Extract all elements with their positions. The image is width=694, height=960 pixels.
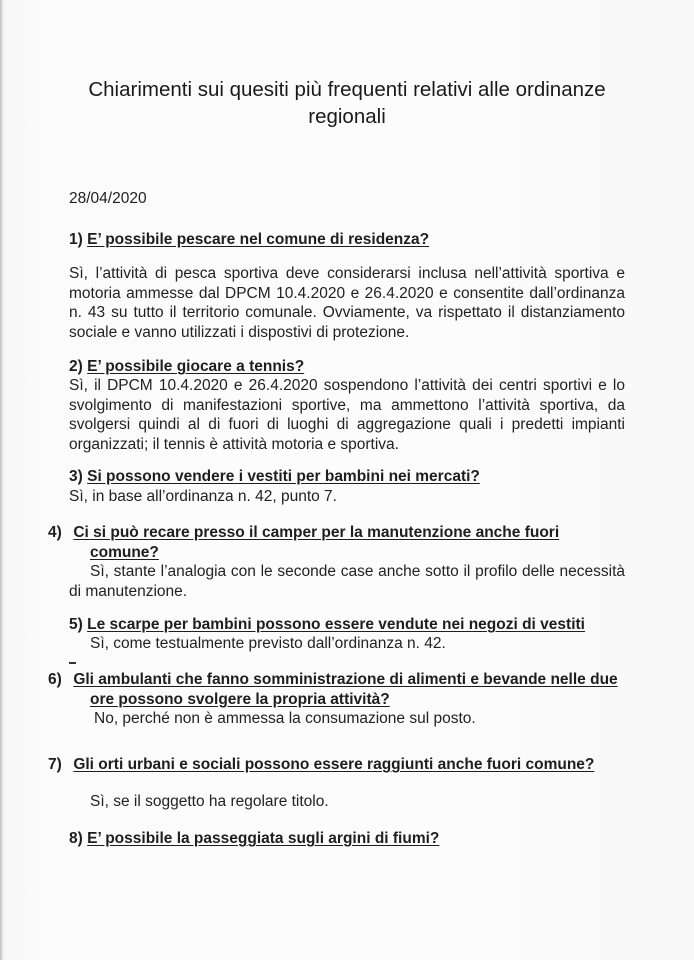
question-text: Gli ambulanti che fanno somministrazione di alimenti e bevande nelle due ore possono svolgere la propria attività? bbox=[73, 671, 618, 708]
faq-answer-3: Sì, in base all’ordinanza n. 42, punto 7. bbox=[69, 488, 337, 505]
document-title: Chiarimenti sui quesiti più frequenti relativi alle ordinanze regionali bbox=[88, 78, 606, 128]
faq-question-4: 4) Ci si può recare presso il camper per la manutenzione anche fuori comune? bbox=[48, 524, 560, 561]
faq-answer-2: Sì, il DPCM 10.4.2020 e 26.4.2020 sospendono l’attività dei centri sportivi e lo svolgimento di manifestazioni sportive, ma ammettono l’attività sportiva, da svolgersi quindi al di fuori di luoghi di aggregazione quali i predetti impianti organizzati; il tennis è attività motoria e sportiva. bbox=[69, 377, 625, 453]
question-number: 1) bbox=[69, 231, 83, 248]
faq-answer-1: Sì, l’attività di pesca sportiva deve considerarsi inclusa nell’attività sportiva e motoria ammesse dal DPCM 10.4.2020 e 26.4.2020 e consentite dall’ordinanza n. 43 su tutto il territorio comunale. Ovviamente, va rispettato il distanziamento sociale e vanno utilizzati i dispostivi di protezione. bbox=[69, 265, 625, 341]
question-number: 5) bbox=[69, 616, 83, 633]
faq-question-3 bbox=[69, 467, 625, 487]
faq-question-2 bbox=[69, 357, 625, 377]
faq-answer-7: Sì, se il soggetto ha regolare titolo. bbox=[90, 793, 329, 810]
question-text: Ci si può recare presso il camper per la manutenzione anche fuori comune? bbox=[73, 524, 560, 561]
document-date: 28/04/2020 bbox=[69, 190, 147, 207]
faq-answer-5: Sì, come testualmente previsto dall’ordinanza n. 42. bbox=[90, 635, 446, 652]
question-text: Si possono vendere i vestiti per bambini nei mercati? bbox=[87, 468, 480, 485]
page-edge-shadow bbox=[0, 0, 3, 960]
faq-question-1 bbox=[69, 230, 625, 250]
question-text: E’ possibile pescare nel comune di residenza? bbox=[87, 231, 430, 248]
stray-dash-mark bbox=[69, 662, 76, 664]
faq-question-5 bbox=[69, 615, 625, 635]
faq-question-6: 6) Gli ambulanti che fanno somministrazione di alimenti e bevande nelle due ore possono svolgere la propria attività? bbox=[48, 671, 618, 708]
faq-question-8 bbox=[69, 829, 625, 849]
question-text: Le scarpe per bambini possono essere vendute nei negozi di vestiti bbox=[87, 616, 585, 633]
faq-answer-6: No, perché non è ammessa la consumazione sul posto. bbox=[94, 710, 476, 727]
question-text: Gli orti urbani e sociali possono essere raggiunti anche fuori comune? bbox=[73, 756, 595, 773]
question-text: E’ possibile la passeggiata sugli argini di fiumi? bbox=[87, 830, 440, 847]
question-number: 3) bbox=[69, 468, 83, 485]
question-number: 8) bbox=[69, 830, 83, 847]
question-text: E’ possibile giocare a tennis? bbox=[87, 358, 305, 375]
question-number: 2) bbox=[69, 358, 83, 375]
faq-question-7: 7) Gli orti urbani e sociali possono essere raggiunti anche fuori comune? bbox=[48, 756, 595, 773]
faq-answer-4: Sì, stante l’analogia con le seconde case anche sotto il profilo delle necessità di manutenzione. bbox=[69, 563, 625, 600]
